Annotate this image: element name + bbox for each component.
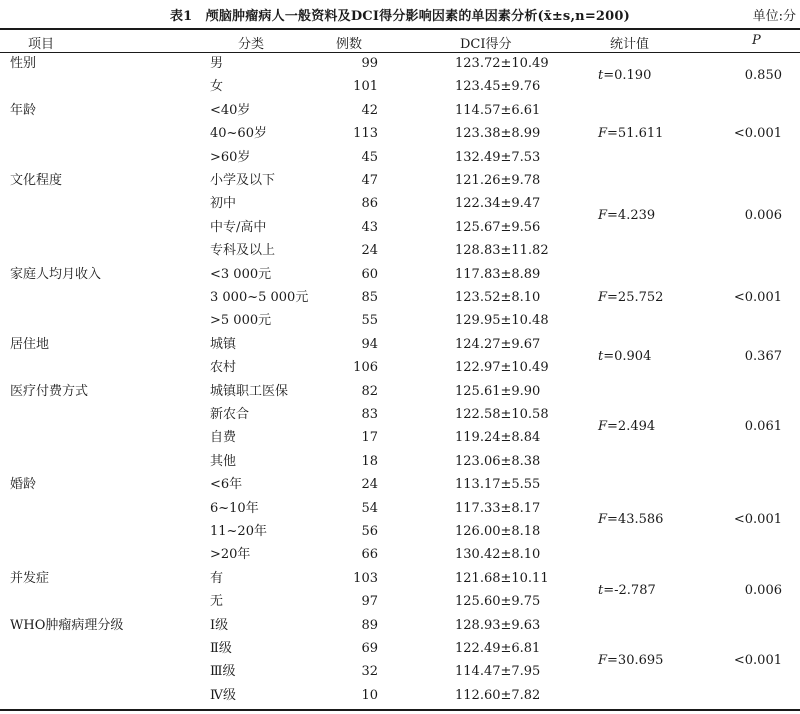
statistic-value: =51.611 xyxy=(607,126,664,142)
statistic-symbol: F xyxy=(598,652,608,668)
header-category: 分类 xyxy=(238,37,265,52)
statistic-value: =0.904 xyxy=(603,348,652,364)
row-dci-score: 113.17±5.55 xyxy=(455,477,541,493)
group-statistic xyxy=(598,512,663,528)
row-dci-score: 117.33±8.17 xyxy=(455,500,541,516)
row-count: 24 xyxy=(361,477,378,493)
row-dci-score: 124.27±9.67 xyxy=(455,336,541,352)
row-dci-score: 114.47±7.95 xyxy=(455,664,541,680)
row-category: <3 000元 xyxy=(210,266,272,282)
statistic-value: =43.586 xyxy=(607,512,664,528)
table-unit: 单位:分 xyxy=(752,9,796,24)
row-count: 99 xyxy=(361,56,378,71)
row-count: 89 xyxy=(361,617,378,633)
row-count: 43 xyxy=(361,219,378,235)
group-name: 并发症 xyxy=(10,570,50,586)
row-dci-score: 123.45±9.76 xyxy=(455,79,541,95)
header-dci: DCI得分 xyxy=(460,37,512,52)
row-dci-score: 129.95±10.48 xyxy=(455,313,549,329)
group-name: 性别 xyxy=(10,56,37,71)
row-count: 42 xyxy=(361,102,378,118)
row-dci-score: 123.38±8.99 xyxy=(455,126,541,142)
row-dci-score: 125.60±9.75 xyxy=(455,594,541,610)
statistic-symbol: F xyxy=(598,418,608,434)
group-statistic xyxy=(598,126,663,142)
row-count: 101 xyxy=(353,79,378,95)
row-dci-score: 128.93±9.63 xyxy=(455,617,541,633)
row-dci-score: 122.34±9.47 xyxy=(455,196,541,212)
row-category: 6~10年 xyxy=(210,500,259,516)
row-category: >20年 xyxy=(210,547,251,563)
row-category: 女 xyxy=(210,79,224,95)
statistic-value: =-2.787 xyxy=(603,582,656,598)
group-p-value: 0.061 xyxy=(744,418,782,434)
statistic-symbol: F xyxy=(598,290,608,305)
table-caption xyxy=(0,0,800,28)
row-count: 55 xyxy=(361,313,378,329)
statistic-symbol: t xyxy=(598,348,604,364)
row-category: Ⅱ级 xyxy=(210,641,232,656)
row-category: 新农合 xyxy=(210,407,250,422)
row-category: Ⅲ级 xyxy=(210,664,236,680)
statistic-symbol: F xyxy=(598,208,608,224)
row-dci-score: 114.57±6.61 xyxy=(455,102,541,118)
group-statistic xyxy=(598,290,663,306)
row-category: 3 000~5 000元 xyxy=(210,290,309,305)
row-dci-score: 132.49±7.53 xyxy=(455,149,541,165)
row-category: 城镇职工医保 xyxy=(210,383,289,399)
row-dci-score: 125.61±9.90 xyxy=(455,383,541,399)
row-count: 82 xyxy=(361,383,378,399)
header-stat: 统计值 xyxy=(610,37,650,52)
row-count: 24 xyxy=(361,243,378,259)
row-count: 83 xyxy=(361,407,378,422)
statistic-value: =30.695 xyxy=(607,652,664,668)
group-statistic xyxy=(598,208,655,224)
group-p-value: 0.006 xyxy=(744,582,782,598)
group-name: WHO肿瘤病理分级 xyxy=(10,617,124,633)
group-statistic xyxy=(598,419,655,435)
group-p-value: 0.367 xyxy=(744,348,782,364)
row-count: 56 xyxy=(361,524,378,539)
group-statistic xyxy=(598,583,656,599)
group-p-value: <0.001 xyxy=(733,652,782,668)
group-name: 年龄 xyxy=(10,102,37,118)
row-category: 有 xyxy=(210,570,224,586)
row-dci-score: 117.83±8.89 xyxy=(455,266,541,282)
row-category: 中专/高中 xyxy=(210,219,267,235)
group-name: 婚龄 xyxy=(10,477,37,493)
statistic-value: =4.239 xyxy=(607,208,656,224)
row-category: >60岁 xyxy=(210,149,251,165)
row-dci-score: 126.00±8.18 xyxy=(455,524,541,539)
row-dci-score: 128.83±11.82 xyxy=(455,243,549,259)
group-p-value: <0.001 xyxy=(733,512,782,528)
statistic-symbol: F xyxy=(598,126,608,142)
row-category: <6年 xyxy=(210,477,243,493)
row-dci-score: 122.97±10.49 xyxy=(455,360,549,376)
row-dci-score: 112.60±7.82 xyxy=(455,687,541,703)
row-count: 97 xyxy=(361,594,378,610)
table-title: 表1 颅脑肿瘤病人一般资料及DCI得分影响因素的单因素分析(x̄±s,n=200) xyxy=(169,9,631,24)
row-dci-score: 125.67±9.56 xyxy=(455,219,541,235)
group-p-value: 0.850 xyxy=(744,67,782,83)
statistic-symbol: t xyxy=(598,582,604,598)
row-count: 69 xyxy=(361,641,378,656)
row-category: 11~20年 xyxy=(210,524,267,539)
row-count: 45 xyxy=(361,149,378,165)
row-count: 54 xyxy=(361,500,378,516)
row-category: 农村 xyxy=(210,360,237,376)
row-count: 60 xyxy=(361,266,378,282)
row-dci-score: 121.68±10.11 xyxy=(455,570,549,586)
statistic-value: =2.494 xyxy=(607,418,656,434)
row-count: 17 xyxy=(361,430,378,446)
row-count: 86 xyxy=(361,196,378,212)
row-dci-score: 122.49±6.81 xyxy=(455,641,541,656)
row-count: 113 xyxy=(353,126,378,142)
row-category: 专科及以上 xyxy=(210,243,276,259)
row-dci-score: 123.52±8.10 xyxy=(455,290,541,305)
row-count: 18 xyxy=(361,453,378,469)
table-header xyxy=(0,30,800,52)
group-name: 家庭人均月收入 xyxy=(10,266,102,282)
statistic-symbol: F xyxy=(598,512,608,528)
row-category: <40岁 xyxy=(210,102,251,118)
row-category: 其他 xyxy=(210,453,237,469)
group-name: 文化程度 xyxy=(10,173,63,188)
group-p-value: <0.001 xyxy=(733,290,782,305)
row-category: 城镇 xyxy=(210,336,237,352)
row-count: 66 xyxy=(361,547,378,563)
row-category: >5 000元 xyxy=(210,313,272,329)
row-count: 94 xyxy=(361,336,378,352)
row-dci-score: 119.24±8.84 xyxy=(455,430,541,446)
row-category: 40~60岁 xyxy=(210,126,267,142)
statistic-value: =25.752 xyxy=(607,290,664,305)
row-category: 男 xyxy=(210,56,224,71)
row-count: 103 xyxy=(353,570,378,586)
group-statistic xyxy=(598,68,651,84)
row-category: 初中 xyxy=(210,196,237,212)
row-count: 32 xyxy=(361,664,378,680)
row-count: 106 xyxy=(353,360,378,376)
bottom-rule xyxy=(0,709,800,711)
statistic-symbol: t xyxy=(598,67,604,83)
row-dci-score: 121.26±9.78 xyxy=(455,173,541,188)
row-dci-score: 130.42±8.10 xyxy=(455,547,541,563)
group-name: 居住地 xyxy=(10,336,50,352)
row-category: 自费 xyxy=(210,430,237,446)
group-name: 医疗付费方式 xyxy=(10,383,89,399)
group-p-value: 0.006 xyxy=(744,208,782,224)
row-category: Ⅳ级 xyxy=(210,687,236,703)
row-count: 47 xyxy=(361,173,378,188)
group-statistic xyxy=(598,653,663,669)
header-item: 项目 xyxy=(28,37,55,52)
row-category: 小学及以下 xyxy=(210,173,276,188)
row-dci-score: 123.06±8.38 xyxy=(455,453,541,469)
row-count: 10 xyxy=(361,687,378,703)
group-statistic xyxy=(598,349,651,365)
row-category: Ⅰ级 xyxy=(210,617,229,633)
table-body xyxy=(0,53,800,709)
header-p: P xyxy=(752,33,761,48)
header-count: 例数 xyxy=(336,37,363,52)
row-dci-score: 122.58±10.58 xyxy=(455,407,549,422)
row-count: 85 xyxy=(361,290,378,305)
group-p-value: <0.001 xyxy=(733,126,782,142)
row-category: 无 xyxy=(210,594,224,610)
statistic-value: =0.190 xyxy=(603,67,652,83)
row-dci-score: 123.72±10.49 xyxy=(455,56,549,71)
